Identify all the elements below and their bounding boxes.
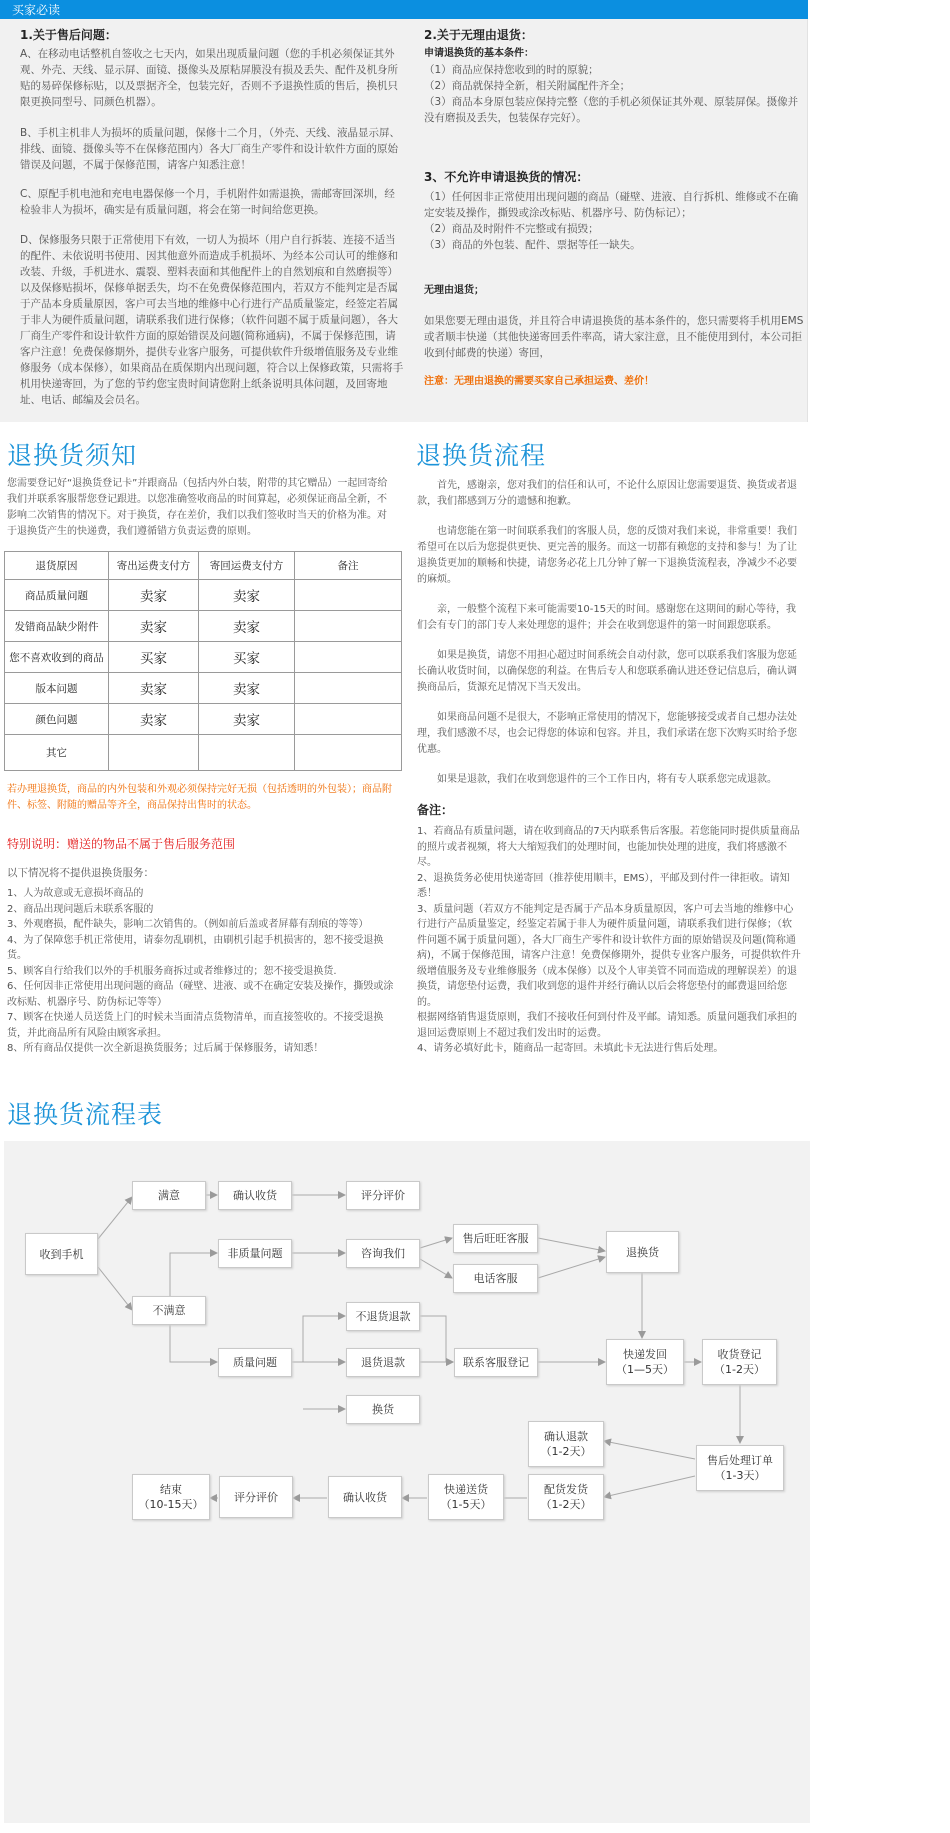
return-notice-intro: 您需要登记好“退换货登记卡”并跟商品（包括内外白装，附带的其它赠品）一起回寄给我们并联系客服帮您登记跟进。以您准确签收商品的时间算起，必须保证商品全新，不影响二次销售的情况下。对于换货，存在差价，我们以我们签收时当天的价格为准。对于退换货产生的快递费，我们遵循错方负责运费的原则。	[7, 478, 388, 537]
table-cell: 您不喜欢收到的商品	[5, 642, 109, 673]
table-header: 寄出运费支付方	[109, 552, 199, 580]
table-cell: 发错商品缺少附件	[5, 611, 109, 642]
remarks-title: 备注：	[417, 803, 454, 817]
table-cell: 卖家	[109, 673, 199, 704]
table-cell: 卖家	[109, 704, 199, 735]
remark-item: 4、请务必填好此卡，随商品一起寄回。未填此卡无法进行售后处理。	[417, 1043, 724, 1054]
table-cell: 卖家	[199, 611, 295, 642]
exclusion-list	[7, 886, 395, 1057]
table-cell	[199, 735, 295, 771]
remark-item: 3、质量问题（若双方不能判定是否属于产品本身质量原因，客户可去当地的维修中心行进行产品质量鉴定，经鉴定若属于非人为硬件质量问题，请联系我们进行保修；（软件问题不属于质量问题），各大厂商生产零件和设计软件方面的原始错误及问题(简称通病)，不属于保修范围，请客户注意！免费保修期外，提供专业客户服务，可提供软件升级增值服务及专业维修服务（成本保修）以及个人审美管不同而造成的理解误差）的退换货，请您垫付运费，我们收到您的退件并经行确认以后会将您垫付的邮费退回给您的。	[417, 903, 801, 1008]
flow-node-received: 收到手机	[25, 1233, 98, 1275]
condition-1: （1）商品应保持您收到的时的原貌；	[424, 64, 599, 76]
table-cell	[295, 673, 402, 704]
flow-node-confirm-receipt-2: 确认收货	[328, 1476, 402, 1518]
table-cell: 卖家	[199, 673, 295, 704]
table-cell	[295, 642, 402, 673]
table-header: 备注	[295, 552, 402, 580]
after-sales-title: 1.关于售后问题：	[20, 28, 117, 42]
no-reason-note: 注意：无理由退换的需要买家自己承担运费、差价！	[424, 376, 654, 387]
table-header: 退货原因	[5, 552, 109, 580]
list-item: 8、所有商品仅提供一次全新退换货服务；过后属于保修服务，请知悉！	[7, 1043, 324, 1054]
table-cell	[295, 580, 402, 611]
table-cell: 版本问题	[5, 673, 109, 704]
flow-chart-area	[4, 1141, 810, 1823]
flow-node-confirm-refund: 确认退款 （1-2天）	[528, 1421, 604, 1467]
flow-node-non-quality: 非质量问题	[218, 1239, 292, 1268]
flow-node-phone-service: 电话客服	[453, 1264, 538, 1293]
flow-node-end: 结束 （10-15天）	[132, 1474, 210, 1520]
reason-title: 无理由退货；	[424, 285, 484, 296]
table-cell: 商品质量问题	[5, 580, 109, 611]
table-header-row	[5, 552, 402, 580]
flow-node-rating: 评分评价	[346, 1181, 420, 1210]
process-para: 如果商品问题不是很大，不影响正常使用的情况下，您能够接受或者自己想办法处理，我们感激不尽，也会记得您的体谅和包容。并且，我们承诺在您下次购买时给予您优惠。	[417, 712, 797, 755]
flow-node-dispatch: 配货发货 （1-2天）	[528, 1474, 604, 1520]
flow-node-receipt-register: 收货登记 （1-2天）	[702, 1339, 777, 1385]
flow-node-after-sale-order: 售后处理订单 （1-3天）	[696, 1445, 784, 1491]
flow-node-ship-back: 快递发回 （1—5天）	[606, 1339, 684, 1385]
flow-node-quality-issue: 质量问题	[218, 1348, 292, 1377]
not-allowed-3: （3）商品的外包装、配件、票据等任一缺失。	[424, 239, 641, 251]
no-reason-title: 2.关于无理由退货：	[424, 28, 533, 42]
flow-node-refund-no-return: 不退货退款	[346, 1302, 420, 1331]
notice-banner	[0, 0, 808, 18]
table-row	[5, 704, 402, 735]
conditions-title: 申请退换货的基本条件：	[424, 48, 534, 59]
table-cell: 卖家	[199, 580, 295, 611]
table-cell	[295, 704, 402, 735]
table-cell	[109, 735, 199, 771]
table-cell: 颜色问题	[5, 704, 109, 735]
after-sales-para-c: C、原配手机电池和充电电器保修一个月，手机附件如需退换，需邮寄回深圳，经检验非人为损坏，确实是有质量问题，将会在第一时间给您更换。	[20, 188, 395, 216]
after-sales-para-a: A、在移动电话整机自签收之七天内，如果出现质量问题（您的手机必须保证其外观、外壳、天线、显示屏、面镜、摄像头及原粘屏膜没有损及丢失、配件及机身所贴的易碎保修标贴，以及票据齐全，包装完好，否则不予退换性质的售后，换机只限更换同型号、同颜色机器）。	[20, 48, 398, 108]
condition-3: （3）商品本身原包装应保持完整（您的手机必须保证其外观、原装屏保。摄像并没有磨损及丢失，包装保存完好）。	[424, 96, 799, 124]
table-cell: 卖家	[199, 704, 295, 735]
after-sales-para-d: D、保修服务只限于正常使用下有效，一切人为损坏（用户自行拆装、连接不适当的配件、未依说明书使用、因其他意外而造成手机损坏、为经本公司认可的维修和改装、升级，手机进水、震裂、塑料表面和其他配件上的自然划痕和自然磨损等）以及保修贴损坏，保修单据丢失，均不在免费保修范围内，若双方不能判定是否属于产品本身质量原因，客户可去当地的维修中心行进行产品质量鉴定，经签定若属于非人为硬件质量问题，请联系我们进行保修；（软件问题不属于质量问题），各大厂商生产零件和设计软件方面的原始错误及问题(简称通病)，不属于保修范围，请客户注意！免费保修期外，提供专业客户服务，可提供软件升级增值服务及专业维修服务（成本保修），如果商品在质保期内出现问题，符合以上保修政策，只需将手机用快递寄回，为了您的节约您宝贵时间请您附上纸条说明具体问题，及回寄地址、电话、邮编及会员名。	[20, 234, 404, 406]
process-para: 也请您能在第一时间联系我们的客服人员，您的反馈对我们来说，非常重要！我们希望可在以后为您提供更快、更完善的服务。而这一切都有赖您的支持和参与！为了让退换货更加的顺畅和快捷，请您务必花上几分钟了解一下退换货流程表，净减少不必要的麻烦。	[417, 526, 797, 585]
list-item: 6、任何因非正常使用出现问题的商品（碰壁、进液、或不在确定安装及操作，撕毁或涂改标贴、机器序号、防伪标记等等）	[7, 981, 394, 1008]
buyer-notice-section	[0, 19, 808, 422]
list-item: 1、人为故意或无意损坏商品的	[7, 888, 144, 899]
return-process-text	[417, 478, 801, 1057]
table-row	[5, 673, 402, 704]
condition-2: （2）商品就保持全新，相关附属配件齐全；	[424, 80, 631, 92]
exclusion-list-title: 以下情况将不提供退换货服务：	[7, 867, 154, 879]
not-allowed-1: （1）任何因非正常使用出现问题的商品（碰壁、进液、自行拆机、维修或不在确定安装及操作，撕毁或涂改标贴、机器序号、防伪标记）；	[424, 191, 799, 219]
flow-node-exchange-return: 退换货	[606, 1231, 679, 1273]
flow-node-satisfied: 满意	[132, 1181, 206, 1210]
flow-node-unsatisfied: 不满意	[132, 1296, 206, 1325]
table-cell: 卖家	[109, 611, 199, 642]
flow-node-confirm-receipt: 确认收货	[218, 1181, 292, 1210]
list-item: 7、顾客在快递人员送货上门的时候未当面清点货物清单，而直接签收的。不接受退换货，并此商品所有风险由顾客承担。	[7, 1012, 384, 1039]
after-sales-para-b: B、手机主机非人为损坏的质量问题，保修十二个月，（外壳、天线、液晶显示屏、排线、面镜、摄像头等不在保修范围内）各大厂商生产零件和设计软件方面的原始错误及问题，不属于保修范围，请客户知悉注意！	[20, 127, 400, 171]
remark-item: 2、退换货务必使用快递寄回（推荐使用顺丰，EMS），平邮及到付件一律拒收。请知悉！	[417, 872, 790, 899]
remark-item: 1、若商品有质量问题，请在收到商品的7天内联系售后客服。若您能同时提供质量商品的照片或者视频，将大大缩短我们的处理时间，也能加快处理的进度，我们将感激不尽。	[417, 826, 800, 868]
flow-node-exchange: 换货	[346, 1395, 420, 1424]
list-item: 4、为了保障您手机正常使用，请泰勿乱刷机，由刷机引起手机损害的，恕不接受退换货。	[7, 934, 384, 961]
table-cell	[295, 735, 402, 771]
list-item: 5、顾客自行给我们以外的手机服务商拆过或者维修过的；恕不接受退换货.	[7, 965, 337, 977]
table-cell	[295, 611, 402, 642]
table-cell: 卖家	[109, 580, 199, 611]
not-allowed-2: （2）商品及时附件不完整或有损毁；	[424, 223, 599, 235]
table-cell: 买家	[199, 642, 295, 673]
table-cell: 其它	[5, 735, 109, 771]
process-para: 如果是退款，我们在收到您退件的三个工作日内，将有专人联系您完成退款。	[437, 774, 777, 785]
table-row	[5, 580, 402, 611]
remark-item: 根据网络销售退货原则，我们不接收任何到付件及平邮。请知悉。质量问题我们承担的退回运费原则上不超过我们发出时的运费。	[417, 1012, 797, 1039]
not-allowed-title: 3、不允许申请退换货的情况：	[424, 170, 589, 184]
return-process-title: 退换货流程	[416, 441, 547, 470]
reason-text: 如果您要无理由退货，并且符合申请退换货的基本条件的，您只需要将手机用EMS或者顺丰快递（其他快递寄回丢件率高，请大家注意，且不能使用到付，本公司拒收到付邮费的快递）寄回，	[424, 315, 804, 359]
flow-node-express-delivery: 快递送货 （1-5天）	[428, 1474, 504, 1520]
flow-node-consult-us: 咨询我们	[346, 1239, 420, 1268]
table-row	[5, 611, 402, 642]
table-row	[5, 642, 402, 673]
table-header: 寄回运费支付方	[199, 552, 295, 580]
return-notice-title: 退换货须知	[7, 441, 138, 470]
list-item: 3、外观磨损，配件缺失，影响二次销售的。（例如前后盖或者屏幕有刮痕的等等）	[7, 919, 369, 930]
special-note: 特别说明：赠送的物品不属于售后服务范围	[7, 837, 236, 851]
flow-node-contact-register: 联系客服登记	[454, 1348, 538, 1377]
return-policy-table	[4, 551, 402, 771]
flow-node-rating-2: 评分评价	[219, 1476, 293, 1518]
flow-node-wangwang-service: 售后旺旺客服	[453, 1224, 538, 1253]
flow-node-return-refund: 退货退款	[346, 1348, 420, 1377]
table-row	[5, 735, 402, 771]
process-para: 如果是换货，请您不用担心超过时间系统会自动付款，您可以联系我们客服为您延长确认收货时间，以确保您的利益。在售后专人和您联系确认进还登记信息后，确认调换商品后，货源充足情况下当天发出。	[417, 650, 797, 693]
banner-title: 买家必读	[12, 3, 61, 17]
packaging-note: 若办理退换货，商品的内外包装和外观必须保持完好无损（包括透明的外包装）；商品附件、标签、附随的赠品等齐全，商品保持出售时的状态。	[7, 784, 392, 811]
process-para: 首先，感谢亲，您对我们的信任和认可，不论什么原因让您需要退货、换货或者退款，我们都感到万分的遗憾和抱歉。	[417, 480, 797, 507]
table-cell: 买家	[109, 642, 199, 673]
list-item: 2、商品出现问题后未联系客服的	[7, 903, 154, 915]
flow-chart-title: 退换货流程表	[7, 1100, 164, 1129]
process-para: 亲，一般整个流程下来可能需要10-15天的时间。感谢您在这期间的耐心等待，我们会有专门的部门专人来处理您的退件；并会在收到您退件的第一时间跟您联系。	[417, 604, 797, 631]
